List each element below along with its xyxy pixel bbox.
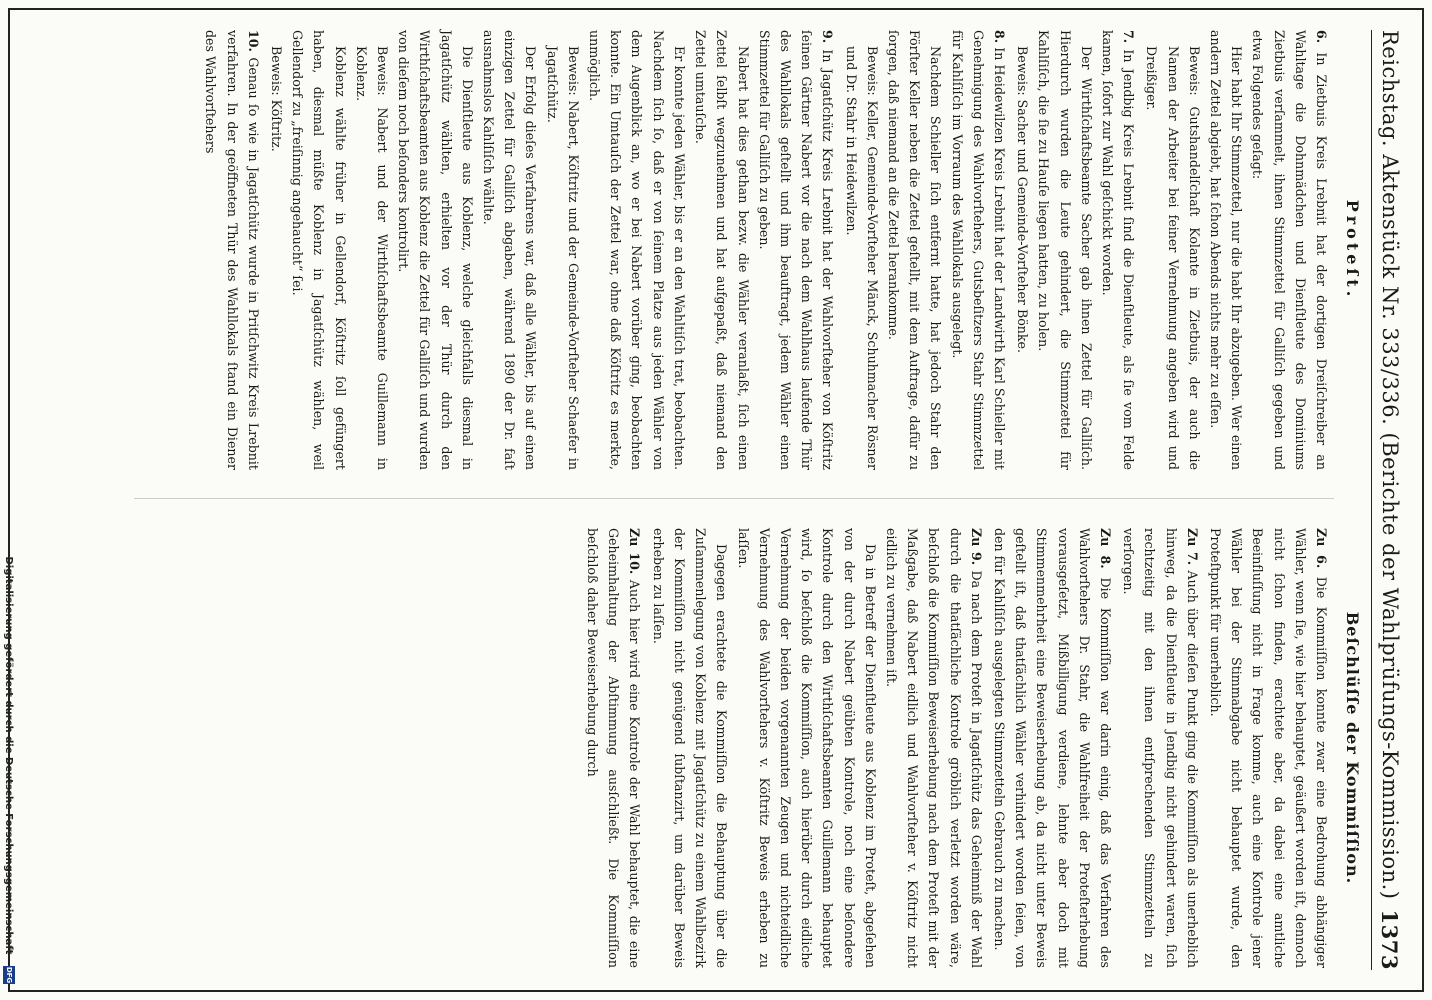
entry-number: 10. [245, 30, 261, 52]
protest-paragraph [1247, 30, 1332, 470]
protest-paragraph [1012, 30, 1033, 470]
decision-paragraph [1205, 528, 1332, 968]
paragraph-text: In Jendbig Kreis Lrebnit ſind die Dienſtleute, als ſie vom Felde kamen, ſofort zur Wahl geſchickt worden. [1099, 30, 1137, 470]
paragraph-text: Da in Betreff der Dienſtleute aus Koblenz im Proteſt, abgeſehen von der durch Nabert geübten Kontrole, noch eine beſondere Kontrole durch den Wirthſchaftsbeamten Guillemann behauptet wird, ſo beſchloß die Kommiſſion, auch hierüber durch eidliche Vernehmung der beiden vorgenannten Zeugen und nichteidliche Vernehmung des Wahlvorſtehers v. Köſtritz Beweis erheben zu laſſen. [735, 528, 878, 968]
digitization-footer [0, 0, 18, 1000]
page-number: 1373 [1377, 909, 1402, 970]
paragraph-text: Beweis: Nabert und der Wirthſchaftsbeamte Guillemann in Koblenz. [353, 46, 391, 470]
protest-paragraph [690, 30, 754, 470]
entry-number: Zu 9. [968, 528, 984, 566]
paragraph-text: In Zietbuis Kreis Lrebnit hat der dortigen Dreiſchreiber an Wahltage die Dohnmädchen und Dienſtleute des Dominiums Zietbuis verſammelt, ihnen Stimmzettel für Galliſch gegeben und etwa Folgendes geſagt: [1250, 30, 1329, 470]
paragraph-text: Koblenz wählte früher in Gellendorf, Köſtritz ſoll gefüngert haben, diesmal müßte Koblenz in Jagatſchütz wählen, weil Gellendorf zu „freiſinnig angehaucht“ ſei. [290, 30, 348, 470]
paragraph-text: Auch hier wird eine Kontrole der Wahl behauptet, die eine Geheimhaltung der Abſtimmung ausſchließt. Die Kommiſſion beſchloß daher Beweiserhebung durch [585, 528, 643, 968]
paragraph-text: Beweis: Köſtritz. [269, 46, 285, 152]
column-heading-protest: Proteſt. [1343, 199, 1362, 301]
entry-number: Zu 7. [1184, 528, 1200, 566]
decision-paragraph [881, 528, 987, 968]
entry-number: 8. [991, 30, 1007, 44]
decision-paragraph [648, 528, 733, 968]
paragraph-text: Der Erfolg dieſes Verfahrens war, daß alle Wähler, bis auf einen einzigen Zettel für Galliſch abgaben, während 1890 der Dr. faſt ausnahmslos Kahlſiſch wählte. [481, 30, 539, 470]
protest-paragraph [266, 30, 287, 470]
protest-paragraph [1141, 30, 1205, 470]
protest-paragraph [946, 30, 1010, 470]
protest-paragraph [883, 30, 947, 470]
decision-paragraph [732, 528, 880, 968]
protest-paragraph [478, 30, 542, 470]
paragraph-text: Beweis: Nabert, Köſtritz und der Gemeinde-Vorſteher Schaefer in Jagatſchütz. [544, 46, 581, 470]
paragraph-text: Die Kommiſſion war darin einig, daß das Verfahren des Wahlvorſtehers Dr. Stahr, die Wahlfreiheit der Proteſterhebung vorausgeſetzt, Mißbilligung verdiene, lehnte aber doch mit Stimmenmehrheit eine Beweiserhebung ab, da nicht unter Beweis geſtellt iſt, daß thatſächlich Wähler verhindert worden ſeien, von den für Kahlſiſch ausgelegten Stimmzetteln Gebrauch zu machen. [991, 528, 1113, 968]
protest-paragraph [584, 30, 690, 470]
paragraph-text: Hier habt Ihr Stimmzettel, nur die habt Ihr abzugeben. Wer einen andern Zettel abgiebt, hat ſchon Abends nichts mehr zu eſſen. [1207, 30, 1245, 470]
footer-text: Digitalisierung gefördert durch die Deutsche Forschungsgemeinschaft - [3, 556, 15, 962]
paragraph-text: Er konnte jeden Wähler, bis er an den Wahltiſch trat, beobachten. Nachdem ſich ſo, daß er von ſeinem Platze aus jeden Wähler von dem Augenblick an, wo er bei Nabert vorüber ging, beobachten konnte. Ein Umtauſch der Zettel war, ohne daß Köſtritz es merkte, unmöglich. [587, 30, 687, 470]
protest-paragraph [351, 30, 393, 470]
paragraph-text: Da nach dem Proteſt in Jagatſchütz das Geheimniß der Wahl durch die thatſächliche Kontrole gröblich verletzt worden wäre, beſchloß die Kommiſſion Beweiserhebung nach dem Proteſt mit der Maßgabe, daß Nabert eidlich und Wahlvorſteher v. Köſtritz nicht eidlich zu vernehmen iſt. [883, 528, 984, 968]
paragraph-text: Auch über dieſen Punkt ging die Kommiſſion als unerheblich hinweg, da die Dienſtleute in Jendbig nicht gehindert waren, ſich rechtzeitig mit den ihnen entſprechenden Stimmzetteln zu verſorgen. [1121, 528, 1200, 968]
entry-number: Zu 6. [1314, 528, 1329, 569]
column-divider [134, 498, 1334, 499]
entry-number: 9. [820, 30, 836, 44]
paragraph-text: Nabert hat dies gethan bezw. die Wähler veranlaßt, ſich einen Zettel ſelbſt wegzunehmen und hat aufgepaßt, daß niemand den Zettel umtauſche. [693, 30, 751, 470]
paragraph-text: Beweis: Keller, Gemeinde-Vorſteher Mänck, Schuhmacher Rösner und Dr. Stahr in Heidewilzen. [843, 46, 880, 470]
decision-paragraph [1118, 528, 1203, 968]
protest-paragraph [541, 30, 583, 470]
entry-number: Zu 8. [1097, 528, 1113, 569]
protest-paragraph [287, 30, 351, 470]
protest-column [200, 30, 1334, 470]
paragraph-text: Nachdem Schieller ſich entfernt hatte, hat jedoch Stahr den Förſter Keller neben die Zettel geſtellt, mit dem Auftrage, dafür zu ſorgen, daß niemand an die Zettel herankomme. [885, 30, 944, 470]
protest-paragraph [1097, 30, 1139, 470]
paragraph-text: Der Wirthſchaftsbeamte Sacher gab ihnen Zettel für Galliſch. Hierdurch wurden die Leute gehindert, die Stimmzettel für Kahlſiſch, die ſie zu Hauſe liegen hatten, zu holen. [1036, 30, 1094, 470]
paragraph-text: In Jagatſchütz Kreis Lrebnit hat der Wahlvorſteher von Köſtritz ſeinen Gärtner Nabert vor die nach dem Wahlhaus laufende Thür des Wahllokals geſtellt und ihm beauftragt, jedem Wähler einen Stimmzettel für Galliſch zu geben. [756, 30, 836, 470]
decision-paragraph [582, 528, 646, 968]
protest-paragraph [1205, 30, 1247, 470]
dfg-logo-icon: DFG [5, 966, 13, 984]
protest-paragraph [840, 30, 882, 470]
protest-paragraph [200, 30, 264, 470]
entry-number: 7. [1121, 30, 1137, 44]
decision-paragraph [989, 528, 1116, 968]
protest-paragraph [393, 30, 478, 470]
header-rule [1371, 30, 1372, 970]
protest-paragraph [754, 30, 839, 470]
entry-number: Zu 10. [627, 528, 643, 575]
decisions-column [582, 528, 1334, 968]
paragraph-text: Beweis: Sacher und Gemeinde-Vorſteher Bönke. [1015, 46, 1031, 353]
paragraph-text: Dagegen erachtete die Kommiſſion die Behauptung über die Zuſammenlegung von Koblenz mit Jagatſchütz zu einem Wahlbezirk der Kommiſſion nicht genügend ſubſtanzirt, um darüber Beweis erheben zu laſſen. [650, 528, 730, 968]
paragraph-text: Die Dienſtleute aus Koblenz, welche gleichfalls diesmal in Jagatſchütz wählten, erhielten vor der Thür durch den Wirthſchaftsbeamten aus Koblenz die Zettel für Galliſch und wurden von dieſem noch beſonders kontrolirt. [396, 30, 475, 470]
paragraph-text: Beweis: Gutshandelſchaſt Kolante in Zietbuis, der auch die Namen der Arbeiter bei feiner Vernehmung angeben wird und Dreißiger. [1144, 46, 1202, 470]
entry-number: 6. [1314, 30, 1329, 44]
page-header [1370, 30, 1410, 970]
protest-paragraph [1033, 30, 1097, 470]
column-heading-decisions: Beſchlüſſe der Kommiſſion. [1343, 611, 1362, 885]
paragraph-text: Die Kommiſſion konnte zwar eine Bedrohung abhängiger Wähler, wenn ſie, wie hier behauptet, geäußert worden iſt, dennoch nicht ſchon finden, erachtete aber, da dabei eine amtliche Beeinfluſſung nicht in Frage komme, auch eine Kontrole jener Wähler bei der Stimmabgabe nicht behauptet wurde, den Proteſtpunkt für unerheblich. [1207, 528, 1329, 968]
paragraph-text: Genau ſo wie in Jagatſchütz wurde in Pritſchwitz Kreis Lrebnit verfahren. In der geöffneten Thür des Wahllokals ſtand ein Diener des Wahlvorſtehers [203, 30, 261, 470]
running-head: Reichstag. Aktenstück Nr. 333/336. (Berichte der Wahlprüfungs-Kommission.) [1378, 30, 1402, 900]
paragraph-text: In Heidewilzen Kreis Lrebnit hat der Landwirth Karl Schieller mit Genehmigung des Wahlvorſtehers, Gutsbeſitzers Stahr Stimmzettel für Kahlſiſch im Vorraum des Wahllokals ausgelegt. [949, 30, 1007, 470]
